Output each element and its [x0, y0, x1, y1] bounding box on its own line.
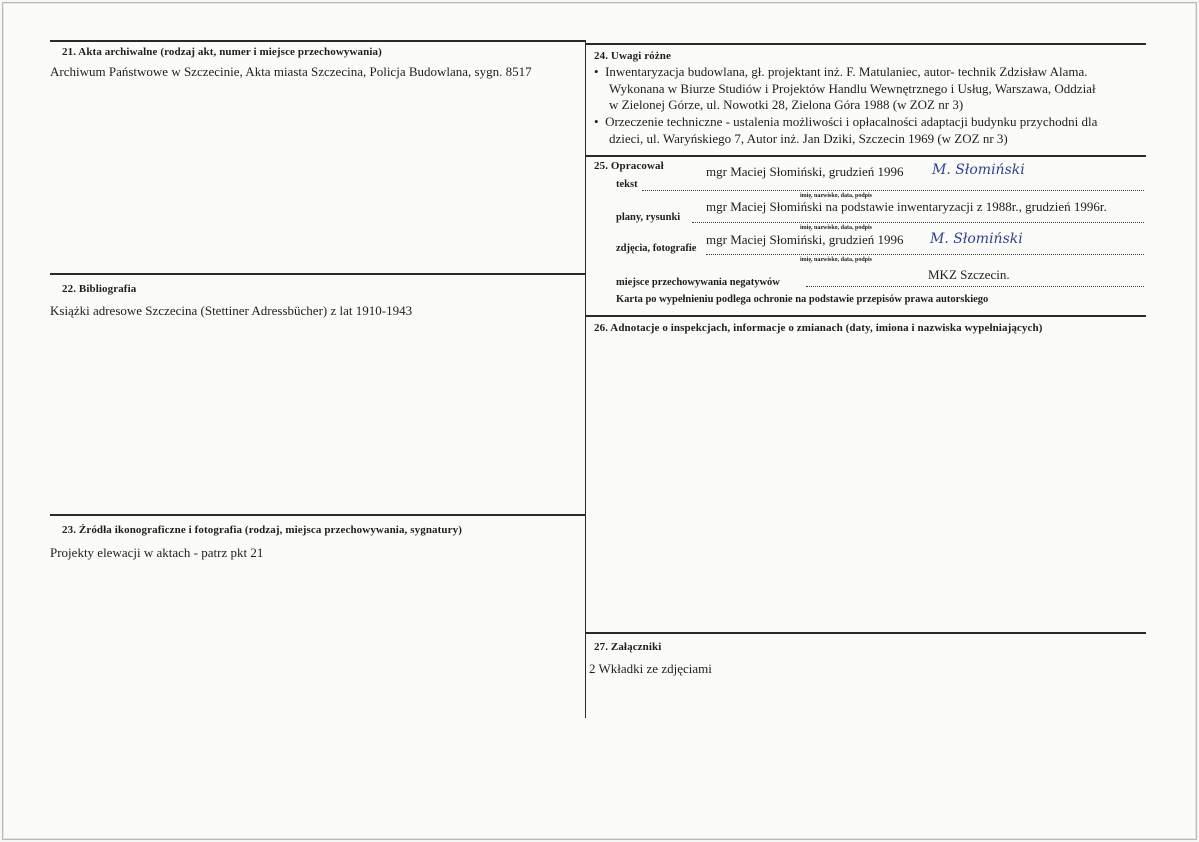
bullet-icon: •	[594, 64, 606, 79]
rule-26	[586, 315, 1146, 317]
zdjecia-label: zdjęcia, fotografie	[616, 243, 697, 254]
section-23-value: Projekty elewacji w aktach - patrz pkt 21	[50, 545, 264, 560]
zdjecia-caption: imię, nazwisko, data, podpis	[800, 257, 873, 263]
bullet-icon: •	[594, 114, 606, 129]
tekst-dotted-line	[642, 190, 1144, 191]
rule-23	[50, 514, 585, 516]
remark-1-line-1: Inwentaryzacja budowlana, gł. projektant inż. F. Matulaniec, autor- technik Zdzisław Alama.	[605, 64, 1088, 79]
section-22-value: Książki adresowe Szczecina (Stettiner Adressbücher) z lat 1910-1943	[50, 303, 413, 318]
attachments-value	[589, 661, 712, 677]
section-25-header: 25. Opracował	[594, 160, 664, 172]
plany-dotted-line	[692, 222, 1144, 223]
plany-label: plany, rysunki	[616, 212, 681, 223]
rule-25	[586, 155, 1146, 157]
negatywy-label: miejsce przechowywania negatywów	[616, 277, 780, 288]
remark-item-2	[594, 114, 1097, 147]
section-21-value: Archiwum Państwowe w Szczecinie, Akta miasta Szczecina, Policja Budowlana, sygn. 8517	[50, 64, 532, 79]
section-22-header: 22. Bibliografia	[62, 283, 137, 295]
section-26-header: 26. Adnotacje o inspekcjach, informacje o zmianach (daty, imiona i nazwiska wypełniających)	[594, 322, 1043, 334]
remark-item-1	[594, 64, 1096, 114]
plany-caption: imię, nazwisko, data, podpis	[800, 225, 873, 231]
top-rule-right	[586, 43, 1146, 45]
column-divider	[585, 40, 586, 718]
remark-2-line-1: Orzeczenie techniczne - ustalenia możliwości i opłacalności adaptacji budynku przychodni dla	[605, 114, 1098, 129]
tekst-label: tekst	[616, 179, 638, 190]
zdjecia-dotted-line	[706, 254, 1144, 255]
copyright-note: Karta po wypełnieniu podlega ochronie na podstawie przepisów prawa autorskiego	[616, 294, 989, 305]
tekst-caption: imię, nazwisko, data, podpis	[800, 193, 873, 199]
signature-1: M. Słomiński	[932, 162, 1025, 178]
remark-1-line-3: w Zielonej Górze, ul. Nowotki 28, Zielona Góra 1988 (w ZOZ nr 3)	[609, 97, 964, 112]
remark-2-line-2: dzieci, ul. Waryńskiego 7, Autor inż. Jan Dziki, Szczecin 1969 (w ZOZ nr 3)	[609, 130, 1008, 146]
section-27-header: 27. Załączniki	[594, 641, 662, 653]
zdjecia-value: mgr Maciej Słomiński, grudzień 1996	[706, 232, 904, 247]
section-23-header: 23. Źródła ikonograficzne i fotografia (rodzaj, miejsca przechowywania, sygnatury)	[62, 524, 462, 536]
rule-22	[50, 273, 585, 275]
rule-27	[586, 632, 1146, 634]
remark-1-line-2: Wykonana w Biurze Studiów i Projektów Handlu Wewnętrznego i Usług, Warszawa, Oddział	[609, 80, 1096, 96]
plany-value: mgr Maciej Słomiński na podstawie inwentaryzacji z 1988r., grudzień 1996r.	[706, 199, 1107, 214]
signature-2: M. Słomiński	[930, 231, 1023, 247]
tekst-value: mgr Maciej Słomiński, grudzień 1996	[706, 164, 904, 179]
top-rule-left	[50, 40, 585, 42]
attachments-label: Wkładki ze zdjęciami	[598, 661, 712, 676]
negatywy-dotted-line	[806, 286, 1144, 287]
section-24-header: 24. Uwagi różne	[594, 50, 671, 62]
negatywy-value: MKZ Szczecin.	[928, 267, 1010, 282]
attachments-count: 2	[589, 661, 596, 676]
section-21-header: 21. Akta archiwalne (rodzaj akt, numer i miejsce przechowywania)	[62, 46, 382, 58]
